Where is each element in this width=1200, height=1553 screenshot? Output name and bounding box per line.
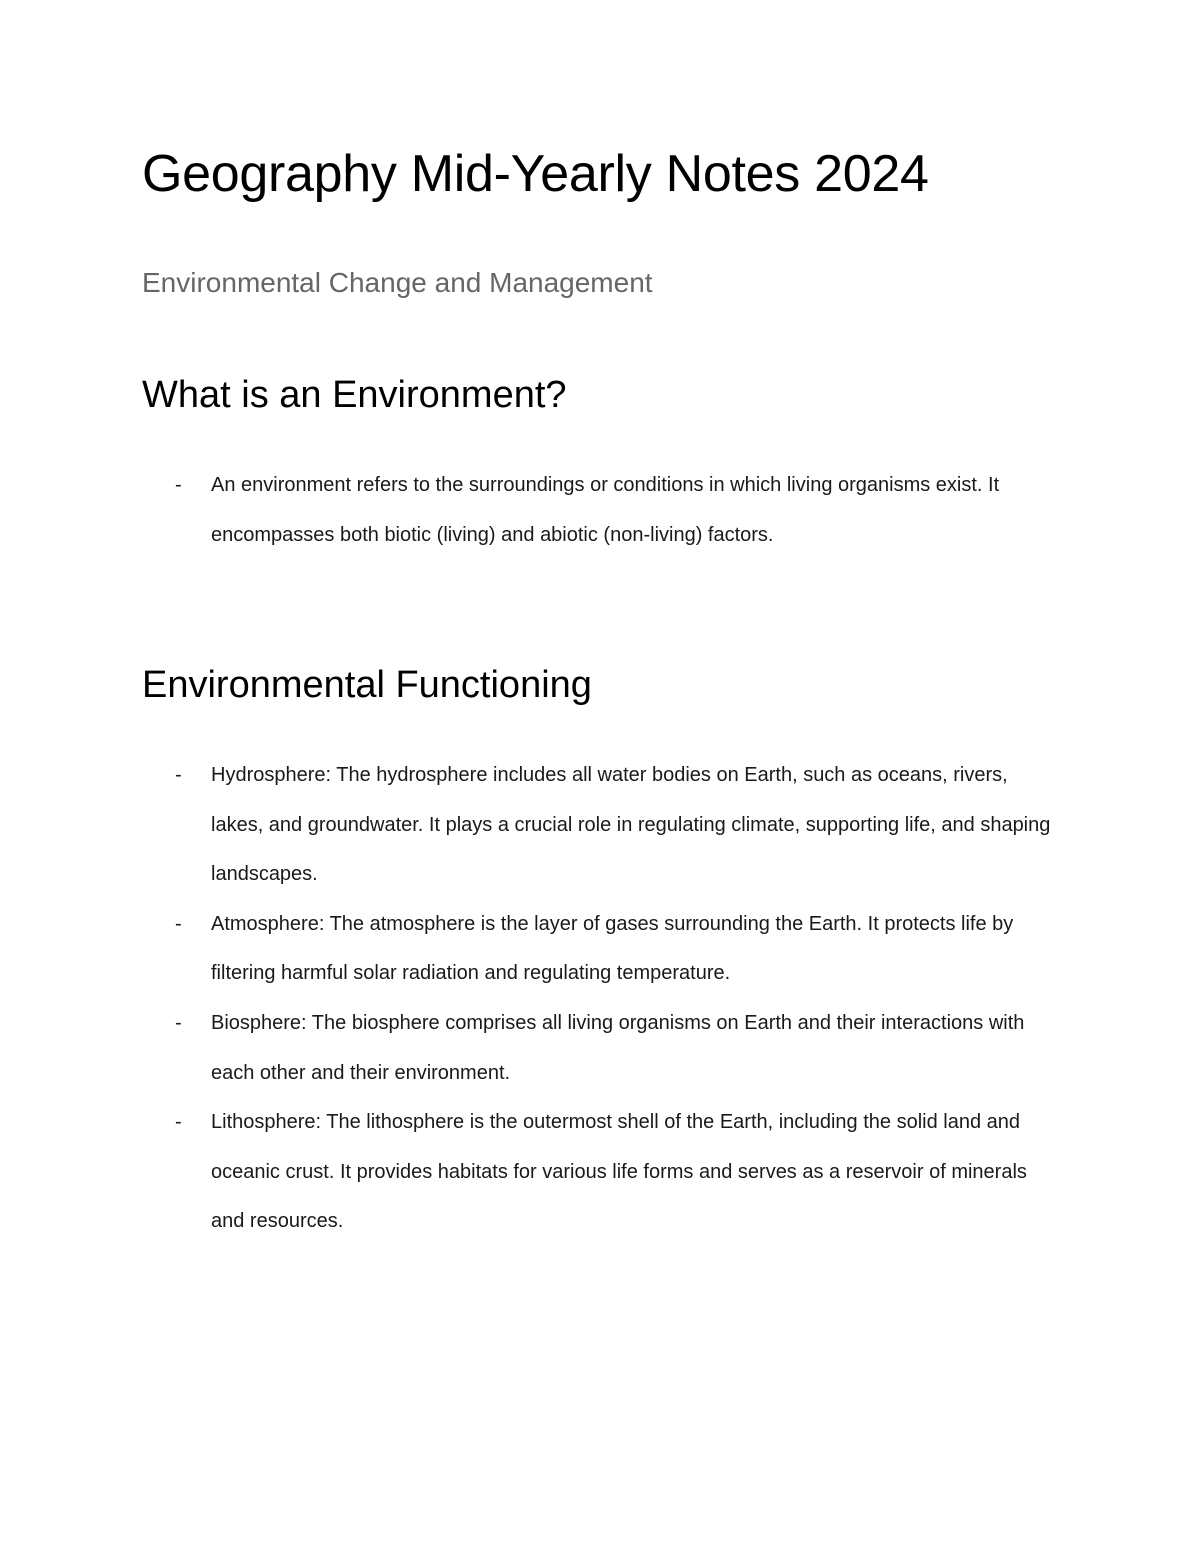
dash-marker: - <box>175 1011 182 1034</box>
section-heading-environment: What is an Environment? <box>142 374 567 416</box>
dash-marker: - <box>175 1111 182 1134</box>
bullet-item-environment-definition <box>0 461 1061 560</box>
bullet-item-lithosphere <box>0 1098 1061 1247</box>
document-subtitle: Environmental Change and Management <box>142 267 653 298</box>
dash-marker: - <box>175 912 182 935</box>
bullet-item-hydrosphere <box>0 751 1061 900</box>
bullet-text: Hydrosphere: The hydrosphere includes all water bodies on Earth, such as oceans, rivers, lakes, and groundwater. It plays a crucial role in regulating climate, supporting life, and shaping landscapes. <box>211 764 1051 886</box>
environment-bullet-list <box>0 461 1200 560</box>
dash-marker: - <box>175 474 182 496</box>
functioning-bullet-list <box>0 751 1200 1247</box>
bullet-item-biosphere <box>0 999 1061 1098</box>
bullet-item-atmosphere <box>0 900 1061 999</box>
document-title: Geography Mid-Yearly Notes 2024 <box>142 145 929 203</box>
section-heading-functioning: Environmental Functioning <box>142 664 592 706</box>
dash-marker: - <box>175 764 182 786</box>
bullet-text: Biosphere: The biosphere comprises all living organisms on Earth and their interactions with each other and their environment. <box>211 1011 1025 1084</box>
bullet-text: Lithosphere: The lithosphere is the outermost shell of the Earth, including the solid land and oceanic crust. It provides habitats for various life forms and serves as a reservoir of minerals and resources. <box>211 1111 1027 1233</box>
bullet-text: An environment refers to the surroundings or conditions in which living organisms exist. It encompasses both biotic (living) and abiotic (non-living) factors. <box>211 474 1000 546</box>
bullet-text: Atmosphere: The atmosphere is the layer of gases surrounding the Earth. It protects life by filtering harmful solar radiation and regulating temperature. <box>211 912 1014 985</box>
